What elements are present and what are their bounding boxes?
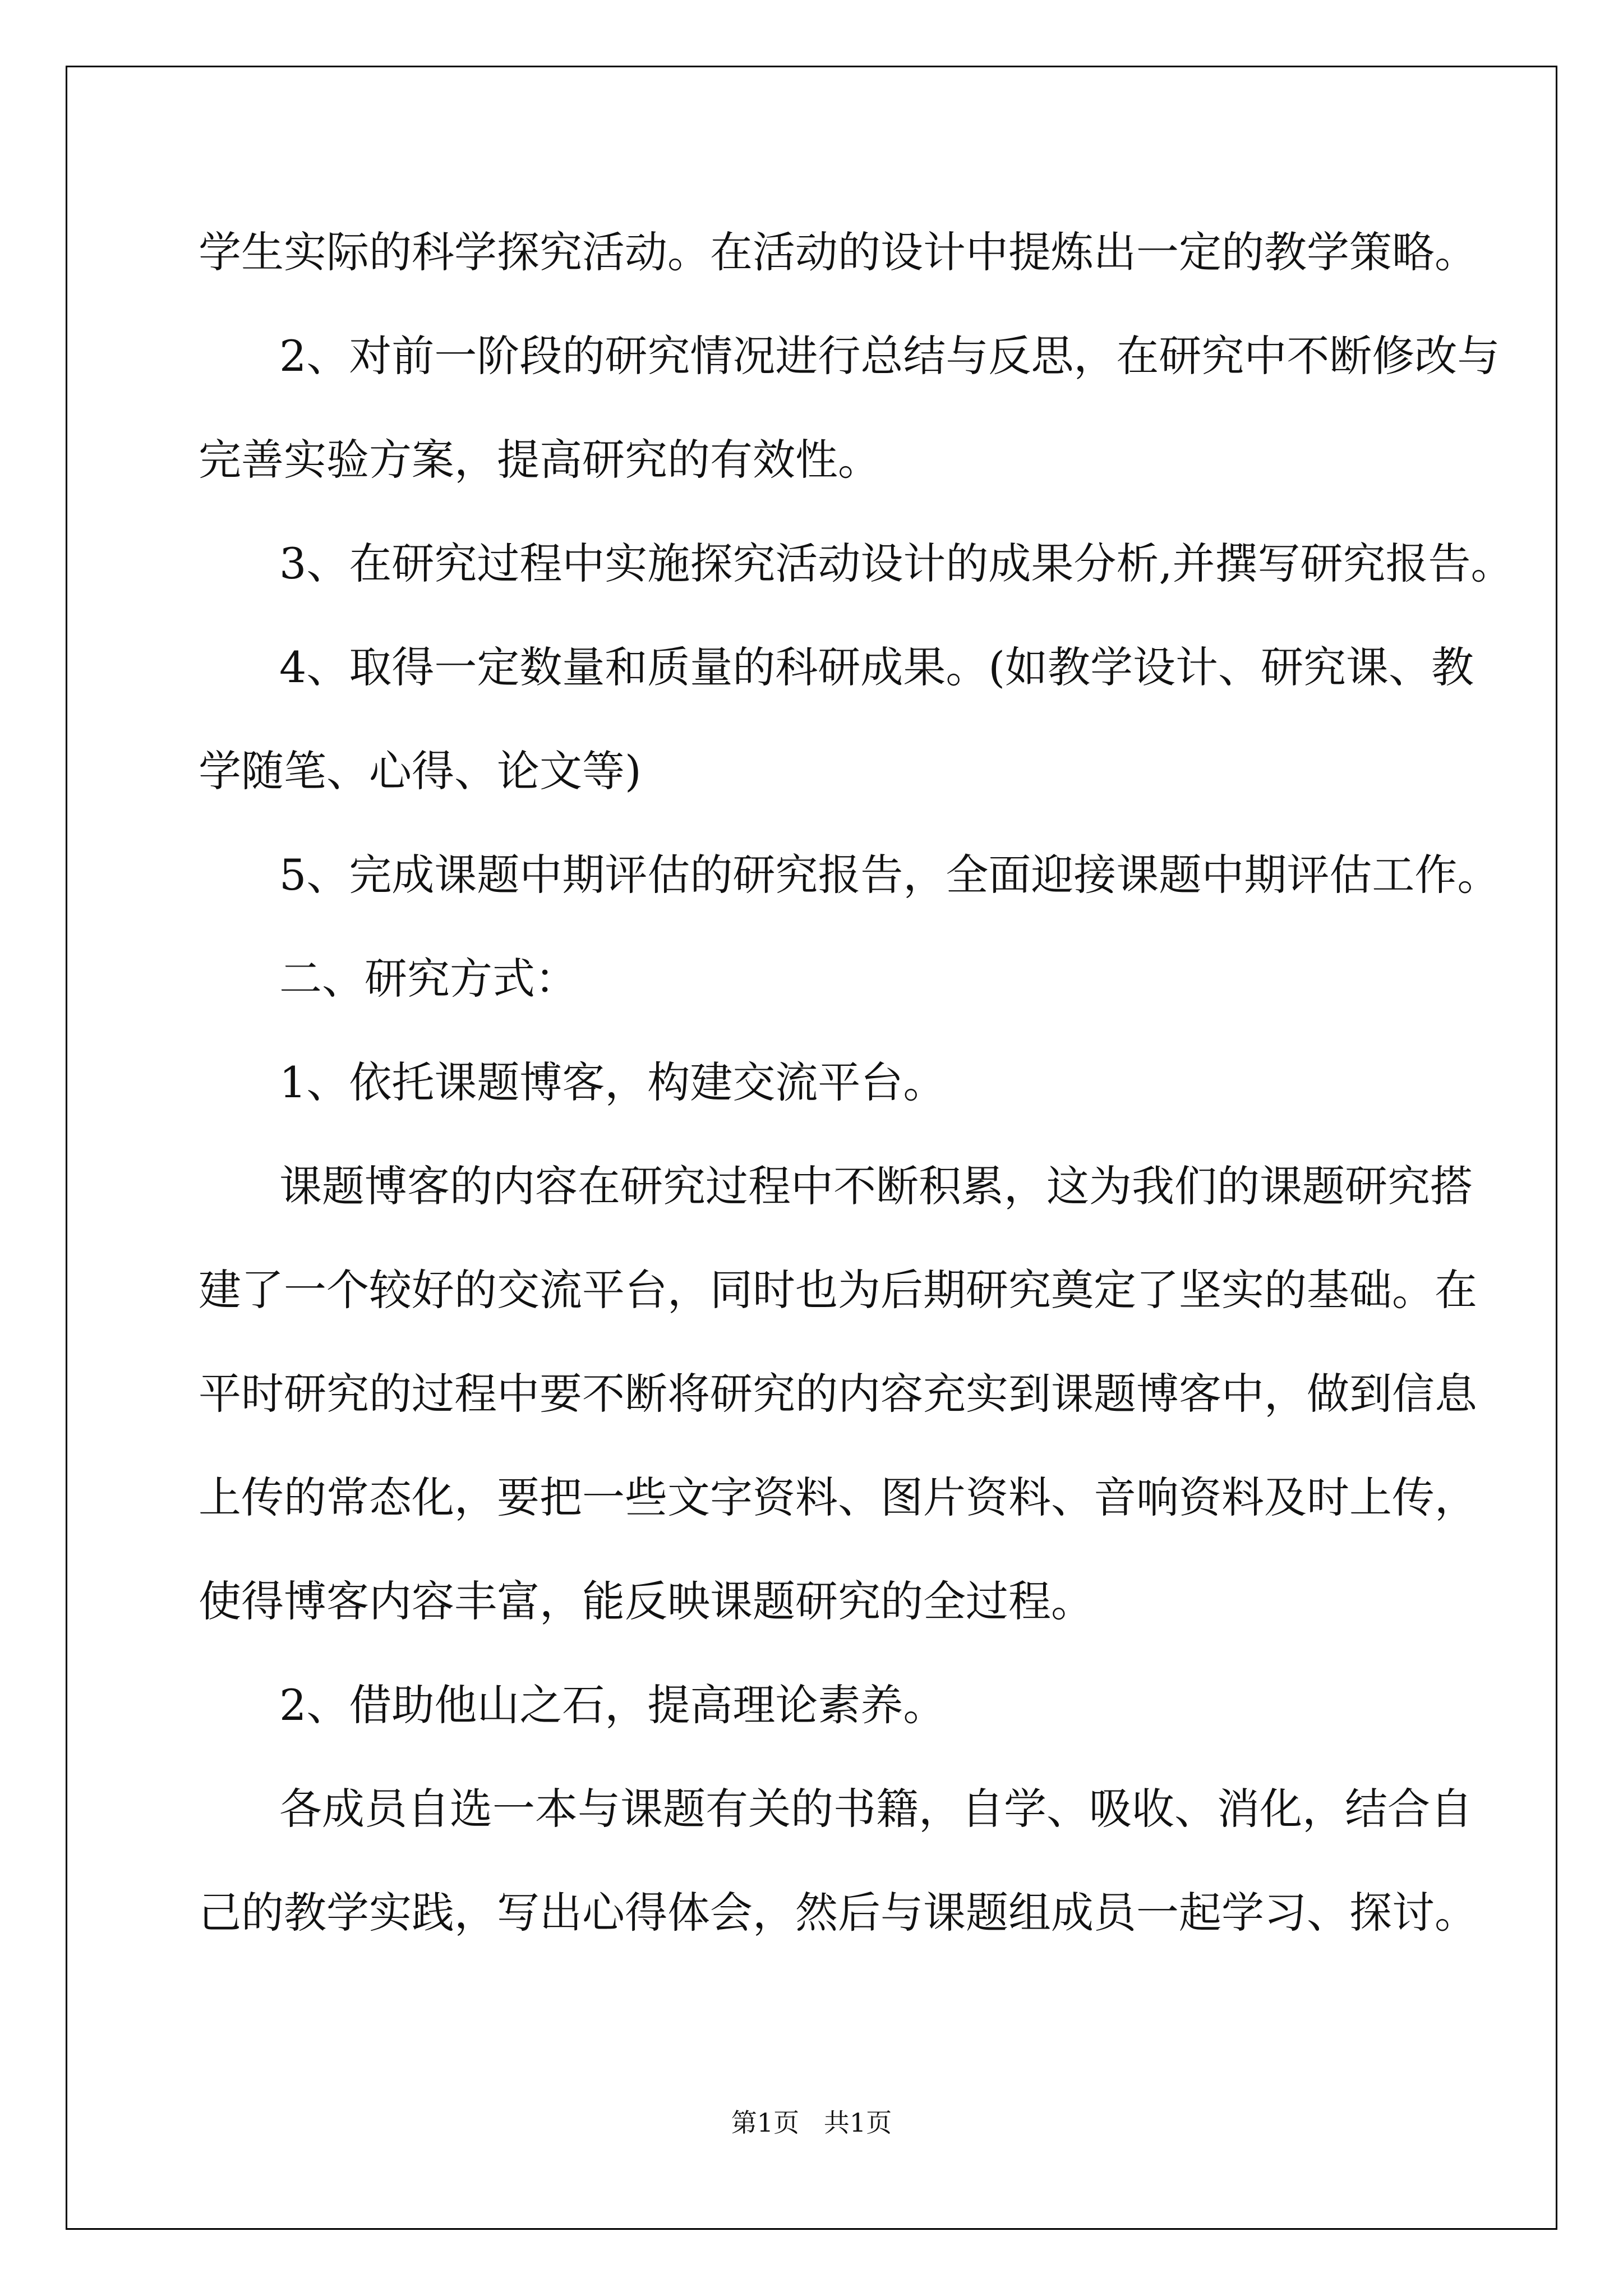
text-line: 各成员自选一本与课题有关的书籍，自学、吸收、消化，结合自 (279, 1784, 1473, 1834)
text-line: 学生实际的科学探究活动。在活动的设计中提炼出一定的教学策略。 (199, 227, 1477, 277)
text-line: 5、完成课题中期评估的研究报告，全面迎接课题中期评估工作。 (279, 850, 1500, 900)
text-line: 2、对前一阶段的研究情况进行总结与反思，在研究中不断修改与 (279, 331, 1500, 381)
text-line: 使得博客内容丰富，能反映课题研究的全过程。 (199, 1576, 1094, 1626)
text-line: 1、依托课题博客，构建交流平台。 (279, 1057, 946, 1107)
text-line: 平时研究的过程中要不断将研究的内容充实到课题博客中，做到信息 (199, 1369, 1477, 1419)
text-line: 3、在研究过程中实施探究活动设计的成果分析,并撰写研究报告。 (279, 539, 1514, 588)
text-line: 建了一个较好的交流平台，同时也为后期研究奠定了坚实的基础。在 (199, 1265, 1477, 1315)
text-line: 学随笔、心得、论文等) (199, 746, 642, 796)
text-line: 2、借助他山之石，提高理论素养。 (279, 1680, 946, 1730)
text-line: 上传的常态化，要把一些文字资料、图片资料、音响资料及时上传， (199, 1473, 1477, 1522)
section-heading: 二、研究方式： (279, 954, 578, 1004)
text-line: 己的教学实践，写出心得体会，然后与课题组成员一起学习、探讨。 (199, 1888, 1477, 1938)
text-line: 4、取得一定数量和质量的科研成果。(如教学设计、研究课、教 (279, 642, 1474, 692)
page-footer: 第1页 共1页 (731, 2108, 892, 2138)
text-line: 课题博客的内容在研究过程中不断积累，这为我们的课题研究搭 (279, 1161, 1473, 1211)
text-line: 完善实验方案，提高研究的有效性。 (199, 435, 880, 485)
